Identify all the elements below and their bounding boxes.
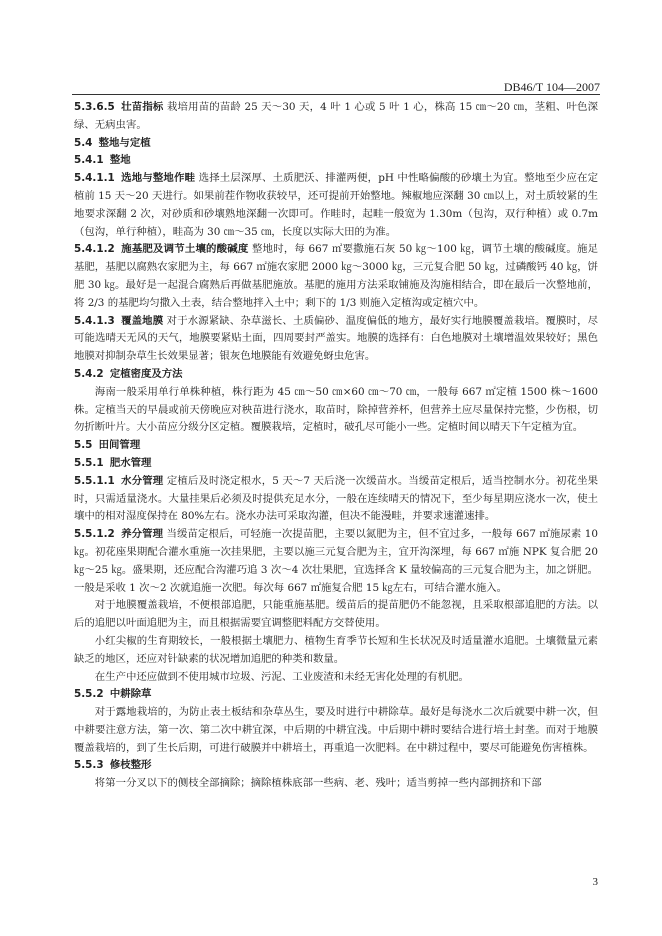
clause-text: 定植后及时浇定根水，5 天～7 天后浇一次缓苗水。当缓苗定根后，适当控制水分。初花坐果时，只需适量浇水。大量挂果后必须及时提供充足水分，一般在连续晴天的情况下，至少每星期应浇水一次，使土壤中的相对湿度保持在 80%左右。浇水办法可采取沟灌，但决不能漫畦，并要求速灌速排。 <box>74 474 599 523</box>
heading-number: 5.5 <box>74 439 93 452</box>
clause-title: 壮苗指标 <box>121 101 164 113</box>
heading-text: 整地与定植 <box>98 136 151 149</box>
clause-lead <box>74 101 163 113</box>
heading-text: 修枝整形 <box>109 759 152 772</box>
heading-text: 定植密度及方法 <box>109 367 183 380</box>
clause-text: 栽培用苗的苗龄 25 天～30 天，4 叶 1 心或 5 叶 1 心，株高 15 ㎝～20 ㎝，茎粗、叶色深绿、无病虫害。 <box>74 101 599 131</box>
clause-lead <box>74 172 195 184</box>
clause-paragraph <box>74 241 598 312</box>
header-standard-code: DB46/T 104—2007 <box>503 80 600 94</box>
clause-title: 选地与整地作畦 <box>121 172 196 185</box>
clause-number: 5.3.6.5 <box>74 101 115 113</box>
clause-paragraph <box>74 526 598 597</box>
body-paragraph: 对于地膜覆盖栽培，不便根部追肥，只能重施基肥。缓苗后的提苗肥仍不能忽视，且采取根部追肥的方法。以后的追肥以叶面追肥为主，而且根据需要宜调整肥料配方交替使用。 <box>74 599 598 630</box>
body-paragraph: 将第一分叉以下的侧枝全部摘除；摘除植株底部一些病、老、残叶；适当剪掉一些内部拥挤和下部 <box>94 777 542 790</box>
document-body <box>74 99 598 793</box>
heading-text: 田间管理 <box>98 439 141 452</box>
clause-paragraph <box>74 99 598 135</box>
heading-number: 5.5.3 <box>74 759 104 772</box>
clause-text: 当缓苗定根后，可轻施一次提苗肥，主要以氮肥为主，但不宜过多，一般每 667 ㎡施尿素 10 ㎏。初花座果期配合灌水重施一次挂果肥，主要以施三元复合肥为主，宜开沟深埋，每 667 ㎡施 NPK 复合肥 20 ㎏～25 ㎏。盛果期，还应配合沟灌巧追 3 次～4 次壮果肥，宜选择含 K 量较偏高的三元复合肥为主，加之饼肥。一般是采收 1 次～2 次就追施一次肥。每次每 667 ㎡施复合肥 15 ㎏左右，可结合灌水施入。 <box>74 528 598 594</box>
heading-text: 中耕除草 <box>109 688 152 701</box>
clause-lead <box>74 243 248 255</box>
heading-text: 肥水管理 <box>109 456 152 469</box>
clause-title: 覆盖地膜 <box>121 314 164 327</box>
clause-number: 5.4.1.2 <box>74 243 115 256</box>
clause-number: 5.5.1.2 <box>74 528 115 541</box>
heading-text: 整地 <box>109 154 131 167</box>
clause-title: 养分管理 <box>121 528 164 541</box>
heading-number: 5.5.1 <box>74 456 104 469</box>
clause-number: 5.4.1.1 <box>74 172 115 185</box>
heading-number: 5.4.2 <box>74 367 104 380</box>
body-paragraph: 海南一般采用单行单株种植，株行距为 45 ㎝～50 ㎝×60 ㎝～70 ㎝，一般每 667 ㎡定植 1500 株～1600 株。定植当天的早晨或前天傍晚应对秧苗进行浇水，取苗时，除掉营养杯，但营养土应尽量保持完整，少伤根，切勿折断叶片。大小苗应分级分区定植。覆膜栽培，定植时，破孔尽可能小一些。定植时间以晴天下午定植为宜。 <box>74 385 598 434</box>
subsection-heading <box>74 366 598 384</box>
clause-title: 水分管理 <box>121 474 164 487</box>
section-heading <box>74 135 598 153</box>
clause-lead <box>74 528 163 540</box>
header-rule <box>72 94 600 95</box>
page-number: 3 <box>592 876 598 888</box>
clause-text: 选择土层深厚、土质肥沃、排灌两便，pH 中性略偏酸的砂壤土为宜。整地至少应在定植前 15 天～20 天进行。如果前茬作物收获较早，还可提前开始整地。辣椒地应深翻 30 ㎝以上，对土质较紧的生地要求深翻 2 次，对砂质和砂壤熟地深翻一次即可。作畦时，起畦一般宽为 1.30m（包沟，双行种植）或 0.7m（包沟，单行种植），畦高为 30 ㎝～35 ㎝，长度以实际大田的为准。 <box>74 172 598 238</box>
subsection-heading <box>74 152 598 170</box>
body-paragraph: 对于露地栽培的，为防止表土板结和杂草丛生，要及时进行中耕除草。最好是每浇水二次后就要中耕一次，但中耕要注意方法，第一次、第二次中耕宜深，中后期的中耕宜浅。中后期中耕时要结合进行培土封垄。而对于地膜覆盖栽培的，到了生长后期，可进行破膜并中耕培土，再重追一次肥料。在中耕过程中，要尽可能避免伤害植株。 <box>74 706 598 754</box>
body-paragraph: 小红尖椒的生育期较长，一般根据土壤肥力、植物生育季节长短和生长状况及时适量灌水追肥。土壤微量元素缺乏的地区，还应对针缺素的状况增加追肥的种类和数量。 <box>74 634 598 665</box>
heading-number: 5.5.2 <box>74 688 104 701</box>
clause-paragraph <box>74 170 598 241</box>
heading-number: 5.4 <box>74 136 93 149</box>
clause-number: 5.5.1.1 <box>74 474 115 487</box>
clause-lead <box>74 315 163 327</box>
section-heading <box>74 437 598 455</box>
clause-text: 对于水源紧缺、杂草滋长、土质偏砂、温度偏低的地方，最好实行地膜覆盖栽培。覆膜时，尽可能选晴天无风的天气，地膜要紧贴土面，四周要封严盖实。地膜的选择有：白色地膜对土壤增温效果较好；黑色地膜对抑制杂草生长效果显著；银灰色地膜能有效避免蚜虫危害。 <box>74 314 598 363</box>
clause-title: 施基肥及调节土壤的酸碱度 <box>121 243 249 256</box>
clause-paragraph <box>74 473 598 526</box>
subsection-heading <box>74 757 598 775</box>
clause-paragraph <box>74 313 598 366</box>
subsection-heading <box>74 455 598 473</box>
heading-number: 5.4.1 <box>74 154 104 167</box>
subsection-heading <box>74 686 598 704</box>
clause-lead <box>74 475 163 487</box>
body-paragraph: 在生产中还应做到不使用城市垃圾、污泥、工业废渣和未经无害化处理的有机肥。 <box>94 670 469 683</box>
clause-number: 5.4.1.3 <box>74 314 115 327</box>
clause-text: 整地时，每 667 ㎡要撒施石灰 50 ㎏～100 ㎏，调节土壤的酸碱度。施足基肥，基肥以腐熟农家肥为主，每 667 ㎡施农家肥 2000 ㎏～3000 ㎏，三元复合肥 50 ㎏，过磷酸钙 40 ㎏，饼肥 30 ㎏。最好是一起混合腐熟后再做基肥施放。基肥的施用方法采取铺施及沟施相结合，即在最后一次整地前，将 2/3 的基肥均匀撒入土表，结合整地拌入土中；剩下的 1/3 则施入定植沟或定植穴中。 <box>74 243 599 309</box>
